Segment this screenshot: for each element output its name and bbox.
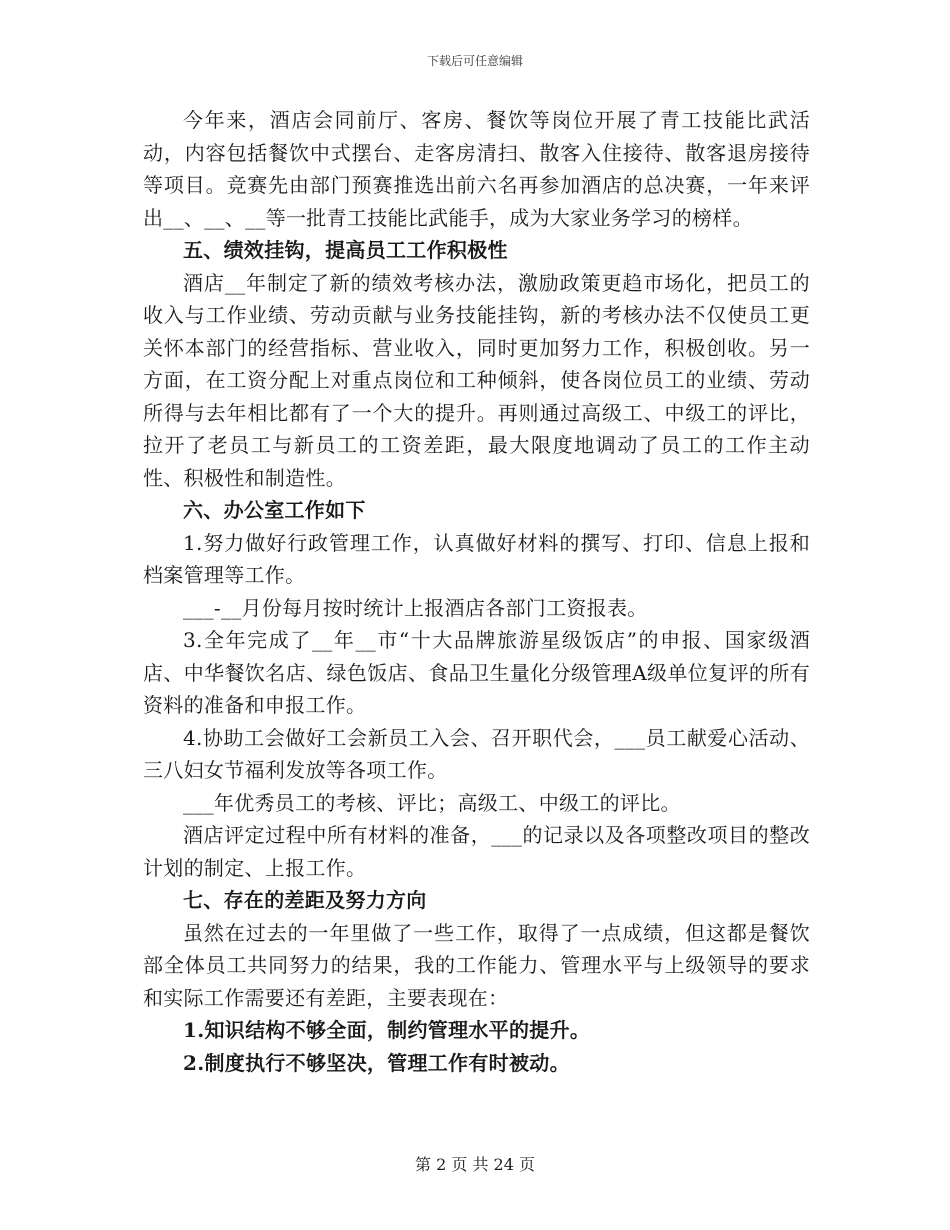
section-heading-gaps: 七、存在的差距及努力方向 (183, 888, 427, 912)
paragraph-office-item-4: 4.协助工会做好工会新员工入会、召开职代会，___员工献爱心活动、三八妇女节福利发放等各项工作。 (143, 725, 810, 782)
document-body (143, 104, 810, 1079)
paragraph-performance: 酒店__年制定了新的绩效考核办法，激励政策更趋市场化，把员工的收入与工作业绩、劳动贡献与业务技能挂钩，新的考核办法不仅使员工更关怀本部门的经营指标、营业收入，同时更加努力工作，积极创收。另一方面，在工资分配上对重点岗位和工种倾斜，使各岗位员工的业绩、劳动所得与去年相比都有了一个大的提升。再则通过高级工、中级工的评比，拉开了老员工与新员工的工资差距，最大限度地调动了员工的工作主动性、积极性和制造性。 (143, 270, 810, 490)
section-heading-performance: 五、绩效挂钩，提高员工工作积极性 (183, 238, 508, 262)
paragraph-skills-competition: 今年来，酒店会同前厅、客房、餐饮等岗位开展了青工技能比武活动，内容包括餐饮中式摆台、走客房清扫、散客入住接待、散客退房接待等项目。竞赛先由部门预赛推选出前六名再参加酒店的总决赛，一年来评出__、__、__等一批青工技能比武能手，成为大家业务学习的榜样。 (143, 108, 810, 230)
paragraph-gaps: 虽然在过去的一年里做了一些工作，取得了一点成绩，但这都是餐饮部全体员工共同努力的结果，我的工作能力、管理水平与上级领导的要求和实际工作需要还有差距，主要表现在： (143, 920, 810, 1010)
page-header-note: 下载后可任意编辑 (426, 54, 523, 68)
paragraph-office-item-2: ___-__月份每月按时统计上报酒店各部门工资报表。 (183, 595, 648, 620)
page-number-footer: 第 2 页 共 24 页 (415, 1155, 535, 1174)
section-heading-office-work: 六、办公室工作如下 (183, 498, 366, 522)
paragraph-office-item-3: 3.全年完成了__年__市“十大品牌旅游星级饭店”的申报、国家级酒店、中华餐饮名店、绿色饭店、食品卫生量化分级管理A级单位复评的所有资料的准备和申报工作。 (143, 628, 810, 717)
paragraph-office-item-5: ___年优秀员工的考核、评比；高级工、中级工的评比。 (183, 790, 681, 815)
paragraph-office-item-6: 酒店评定过程中所有材料的准备，___的记录以及各项整改项目的整改计划的制定、上报工作。 (143, 823, 810, 880)
paragraph-office-item-1: 1.努力做好行政管理工作，认真做好材料的撰写、打印、信息上报和档案管理等工作。 (143, 530, 810, 587)
gap-item-1: 1.知识结构不够全面，制约管理水平的提升。 (183, 1018, 591, 1042)
gap-item-2: 2.制度执行不够坚决，管理工作有时被动。 (183, 1050, 570, 1075)
